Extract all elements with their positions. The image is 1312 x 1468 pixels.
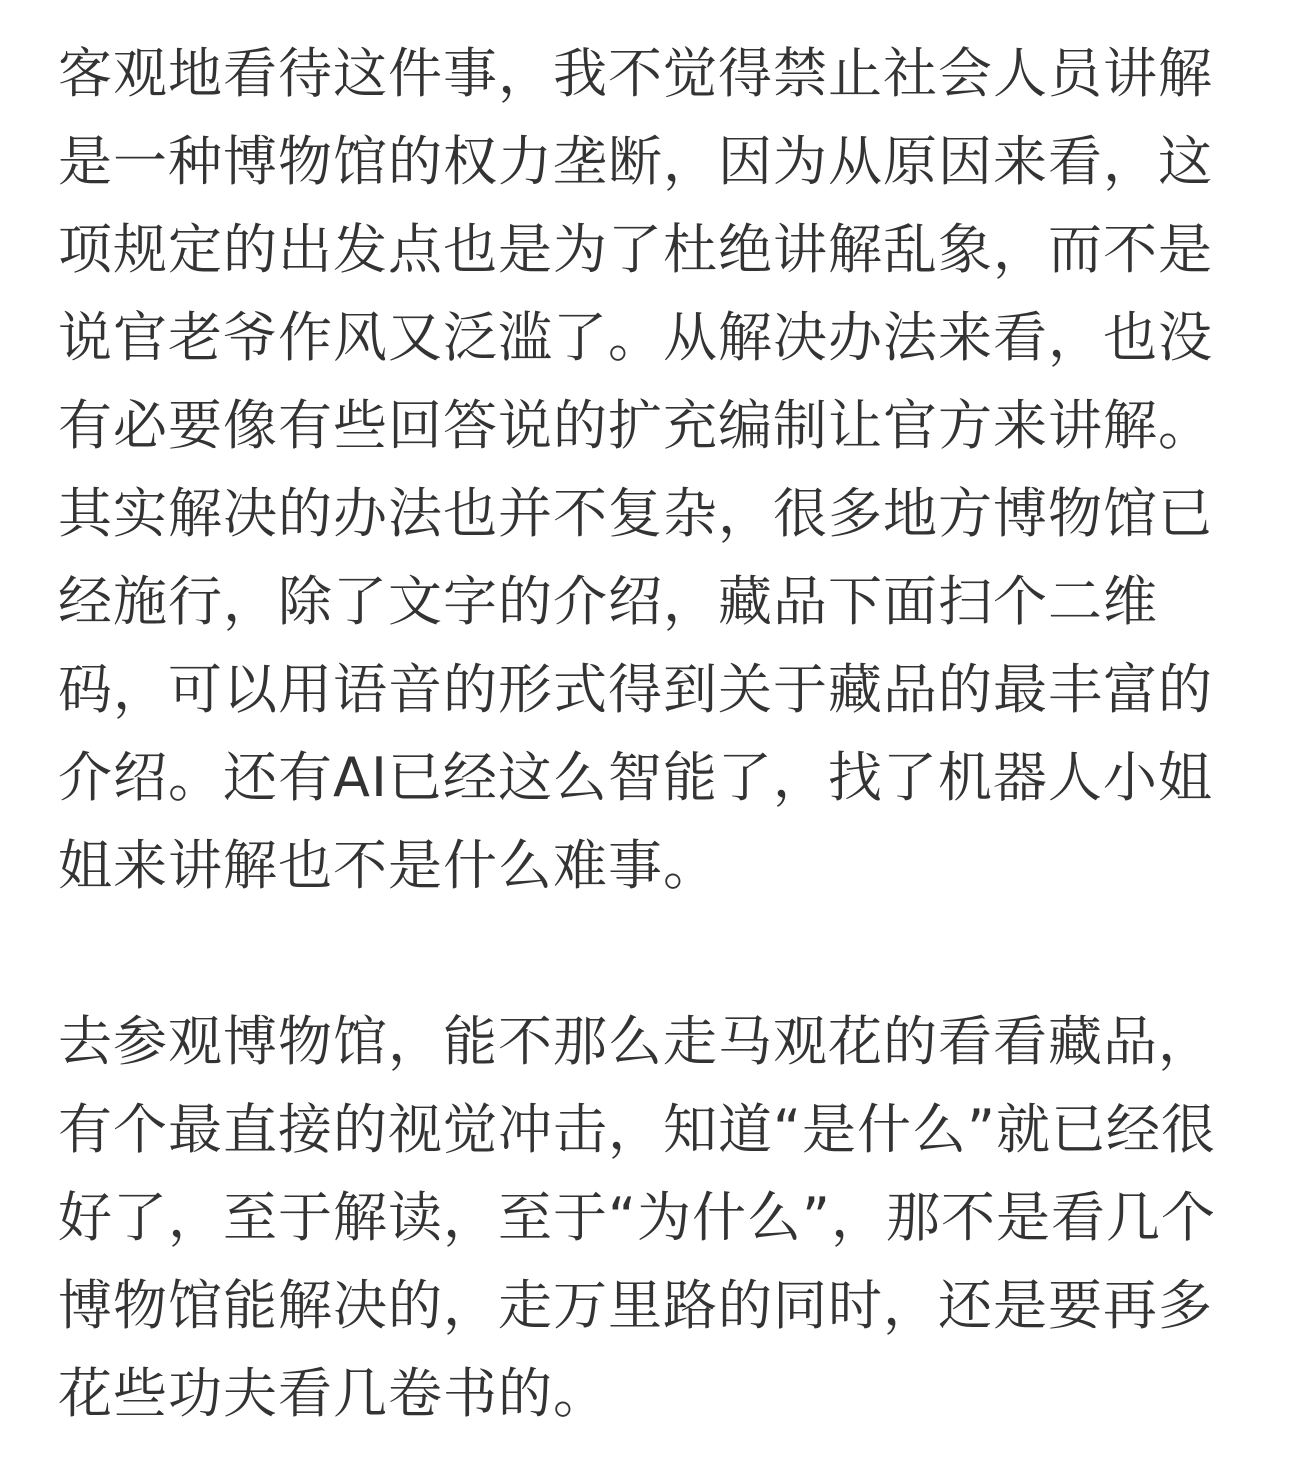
- paragraph-2: 去参观博物馆，能不那么走马观花的看看藏品， 有个最直接的视觉冲击，知道“是什么”就已经很 好了，至于解读，至于“为什么”，那不是看几个 博物馆能解决的，走万里路的同时，还是要再多 花些功夫看几卷书的。: [58, 1010, 1216, 1425]
- paragraph-spacer: [58, 910, 1238, 998]
- article-body: [58, 30, 1238, 1438]
- paragraph-1: 客观地看待这件事，我不觉得禁止社会人员讲解 是一种博物馆的权力垄断，因为从原因来看，这 项规定的出发点也是为了杜绝讲解乱象，而不是 说官老爷作风又泛滥了。从解决办法来看，也没 有必要像有些回答说的扩充编制让官方来讲解。 其实解决的办法也并不复杂，很多地方博物馆已 经施行，除了文字的介绍，藏品下面扫个二维 码，可以用语音的形式得到关于藏品的最丰富的 介绍。还有AI已经这么智能了，找了机器人小姐 姐来讲解也不是什么难事。: [58, 42, 1213, 897]
